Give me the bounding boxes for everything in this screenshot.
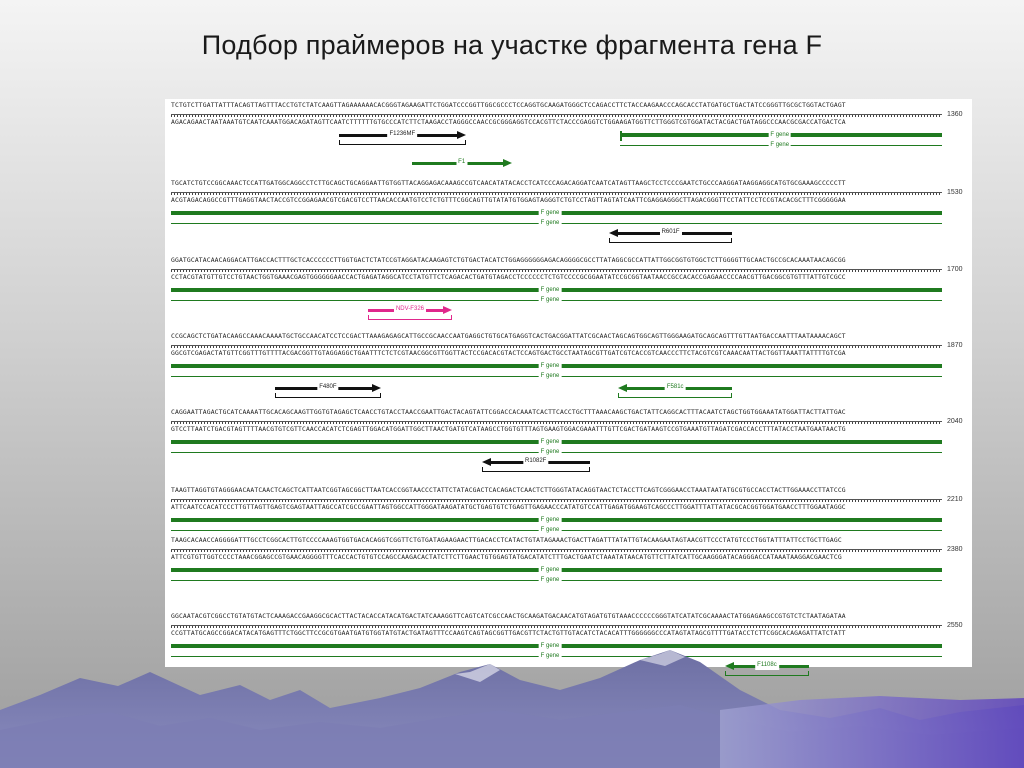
sequence-block (165, 101, 972, 182)
arrow-head-icon (618, 384, 627, 392)
f-gene-label: F gene (540, 297, 560, 303)
primer-bracket (275, 393, 381, 398)
arrow-head-icon (609, 229, 618, 237)
bottom-strand: CCGTTATGCAGCCGGACATACATGAGTTTCTGGCTTCCGCGTGAATGATGTGGTATGTACTGATAGTTTCCAAGTCAGTAGCGGTTGACGTTCTACTGTTGTACATCTACACATTTGGGGGGCCCATAGTATAGCGTTTTGATACCTCTTCGGCACAGAGATTATCTATT (171, 630, 846, 637)
top-strand: GGATGCATACAACAGGACATTGACCACTTTGCTCACCCCCCTTGGTGACTCTATCCGTAGGATACAAGAGTCTGTGACTACATCTGGAGGGGGGAGACAGGGGCGCCTTATAGGCGCCATTATTGGCGGTGTGGCTCTTGGGGTTGCAACTGCCGCACAAATAACAGCGG (171, 257, 846, 264)
sequence-ruler (171, 192, 942, 195)
arrow-head-icon (457, 131, 466, 139)
primer-bracket (339, 140, 465, 145)
top-strand: TCTGTCTTGATTATTTACAGTTAGTTTACCTGTCTATCAAGTTAGAAAAAACACGGGTAGAAGATTCTGGATCCCGGTTGGCGCCCTCCAGGTGCAAGATGGGCTCCAGACCTTCTACCAAGAACCCAGCACCTATGATGCTGACTATCCGGGTTGCGCTGGTACTGAGT (171, 102, 846, 109)
primer-label: F1 (458, 159, 466, 165)
f-gene-label: F gene (540, 643, 560, 649)
position-number: 2040 (947, 418, 963, 425)
primer-label: NDV-F326 (395, 306, 424, 312)
primer-bracket (368, 315, 453, 320)
top-strand: GGCAATACGTCGGCCTGTATGTACTCAAAGACCGAAGGCGCACTTACTACACCATACATGACTATCAAAGGTTCAGTCATCGCCAACTGCAAGATGACAACATGTAGATGTGTAAACCCCCCGGGTATCATATCGCAAAACTATGGAGAAGCCGTGTCTCTAATAGATAA (171, 613, 846, 620)
sequence-ruler (171, 499, 942, 502)
f-gene-label: F gene (540, 439, 560, 445)
position-number: 2550 (947, 622, 963, 629)
f-gene-label: F gene (540, 287, 560, 293)
f-gene-label: F gene (540, 567, 560, 573)
primer-label: R601F (661, 229, 680, 235)
primer-label: F581c (666, 384, 684, 390)
primer-arrow (412, 159, 512, 173)
primer-label: F480F (319, 384, 337, 390)
sequence-block (165, 332, 972, 413)
f-gene-label: F gene (770, 142, 790, 148)
top-strand: TGCATCTGTCCGGCAAACTCCATTGATGGCAGGCCTCTTGCAGCTGCAGGAATTGTGGTTACAGGAGACAAAGCCGTCAACATATACACCTCATCCCAGACAGGATCAATCATAGTTAAGCTCCTCCCGAATCTGCCCAAGGATAAGGAGGCATGTGCGAAAGCCCCCTT (171, 180, 846, 187)
f-gene-label: F gene (540, 517, 560, 523)
position-number: 2380 (947, 546, 963, 553)
position-number: 1700 (947, 266, 963, 273)
primer-label: F1236MF (389, 131, 416, 137)
arrow-head-icon (443, 306, 452, 314)
primer-bracket (609, 238, 732, 243)
arrow-head-icon (482, 458, 491, 466)
bottom-strand: GGCGTCGAGACTATGTTCGGTTTGTTTTACGACGGTTGTAGGAGGCTGAATTTCTCTCGTAACGGCGTTGGTTACTCCGACACGTACTCCAGTGACTGCCTAATAGCGTTGATCGTCACCGTCAACCCTTCTACGTCGTCAAACAATTACTGGTTAAATTATTTTGTCGA (171, 350, 846, 357)
primer-arrow (618, 384, 732, 398)
f-gene-label: F gene (540, 527, 560, 533)
primer-label: R1082F (524, 458, 547, 464)
sequence-block (165, 179, 972, 260)
primer-arrow (275, 384, 381, 398)
bottom-strand: ATTCAATCCACATCCCTTGTTAGTTGAGTCGAGTAATTAGCCATCGCCGAATTAGTGGCCATTGGGATAAGATATGCTGAGTGTCTGAGTTGAGAACCCATATGTCCATTGAGATGGAAGTCAGCCCTTGGATTTATTATACGCACGGTGGATGAACCTTTGGAATAGGC (171, 504, 846, 511)
sequence-ruler (171, 345, 942, 348)
f-gene-label: F gene (540, 449, 560, 455)
bottom-strand: GTCCTTAATCTGACGTAGTTTTAACGTGTCGTTCAACCACATCTCGAGTTGGACATGGATTGGCTTAACTGATGTCATAAGCCTGGTGTTTAGTGAAGTGGACGAAATTTGTTCGACTGATAAGTCCGTGAAATGTTAGATCGACCACCTTTATACCTAATGAATAACTG (171, 426, 846, 433)
position-number: 1360 (947, 111, 963, 118)
position-number: 1530 (947, 189, 963, 196)
primer-bracket (482, 467, 590, 472)
bottom-strand: AGACAGAACTAATAAATGTCAATCAAATGGACAGATAGTTCAATCTTTTTTGTGCCCATCTTCTAAGACCTAGGGCCAACCGCGGGAGGTCCACGTTCTACCCGAGGTCTGGAAGATGGTTCTTGGGTCGTGGATACTACGACTGATAGGCCCAACGCGACCATGACTCA (171, 119, 846, 126)
primer-arrow (609, 229, 732, 243)
top-strand: TAAGTTAGGTGTAGGGAACAATCAACTCAGCTCATTAATCGGTAGCGGCTTAATCACCGGTAACCCTATTCTATACGACTCACAGACTCAACTCTTGGGTATACAGGTAACTCTACCTTCAGTCGGGAACCTAAATAATATGCGTGCCACCTACTTGGAAACCTTATCCG (171, 487, 846, 494)
f-gene-label: F gene (540, 653, 560, 659)
f-gene-label: F gene (540, 363, 560, 369)
f-gene-label: F gene (540, 220, 560, 226)
sequence-block (165, 408, 972, 489)
primer-label: F1108c (757, 662, 777, 668)
slide-title: Подбор праймеров на участке фрагмента гена F (201, 30, 823, 60)
arrow-head-icon (372, 384, 381, 392)
top-strand: CCGCAGCTCTGATACAAGCCAAACAAAATGCTGCCAACATCCTCCGACTTAAAGAGAGCATTGCCGCAACCAATGAGGCTGTGCATGAGGTCACTGACGGATTATCGCAACTAGCAGTGGCAGTTGGGAAGATGCAGCAGTTTGTTAATGACCAATTTAATAAAACAGCT (171, 333, 846, 340)
top-strand: CAGGAATTAGACTGCATCAAAATTGCACAGCAAGTTGGTGTAGAGCTCAACCTGTACCTAACCGAATTGACTACAGTATTCGGACCACAAATCACTTCACCTGCTTTAAACAAGCTGACTATTCAGGCACTTTACAATCTAGCTGGTGGAAATATGGATTACTTATTGAC (171, 409, 846, 416)
position-number: 2210 (947, 496, 963, 503)
f-gene-label: F gene (540, 210, 560, 216)
top-strand: TAAGCACAACCAGGGGATTTGCCTCGGCACTTGTCCCCAAAGTGGTGACACAGGTCGGTTCTGTGATAGAAGAACTTGACACCTCATACTGTATAGAAACTGACTTAGATTTATATTGTACAAGAATAGTAACGTTCCCTATGTCCCTGGTATTTATTCCTGCTTGAGC (171, 537, 842, 544)
sequence-ruler (171, 421, 942, 424)
f-gene-label: F gene (540, 577, 560, 583)
sequence-ruler (171, 269, 942, 272)
bottom-strand: ATTCGTGTTGGTCCCCTAAACGGAGCCGTGAACAGGGGTTTCACCACTGTGTCCAGCCAAGACACTATCTTCTTGAACTGTGGAGTATGACATATCTTTGACTGAATCTAAATATAACATGTTCTTATCATTGCAAGGGATACAGGGACCATAAATAAGGACGAACTCG (171, 554, 842, 561)
bottom-strand: CCTACGTATGTTGTCCTGTAACTGGTGAAACGAGTGGGGGGAACCACTGAGATAGGCATCCTATGTTCTCAGACACTGATGTAGACCTCCCCCCTCTGTCCCCGCGGAATATCCGCGGTAATAACCGCCACACCGAGAACCCCAACGTTGACGGCGTGTTTATTGTCGCC (171, 274, 846, 281)
primer-arrow (482, 458, 590, 472)
f-gene-label: F gene (770, 132, 790, 138)
primer-arrow (368, 306, 453, 320)
f-gene-label: F gene (540, 373, 560, 379)
primer-bracket (618, 393, 732, 398)
position-number: 1870 (947, 342, 963, 349)
sequence-block (165, 256, 972, 337)
mountain-landscape (0, 600, 1024, 768)
arrow-head-icon (503, 159, 512, 167)
primer-arrow (339, 131, 465, 145)
bottom-strand: ACGTAGACAGGCCGTTTGAGGTAACTACCGTCCGGAGAACGTCGACGTCCTTAACACCAATGTCCTCTGTTTCGGCAGTTGTATATGTGGAGTAGGGTCTGTCCTAGTTAGTATCAATTCGAGGAGGGCTTAGACGGGTTCCTATTCCTCCGTACACGCTTTCGGGGGAA (171, 197, 846, 204)
sequence-ruler (171, 114, 942, 117)
sequence-map-panel (165, 99, 972, 667)
sequence-ruler (171, 549, 942, 552)
